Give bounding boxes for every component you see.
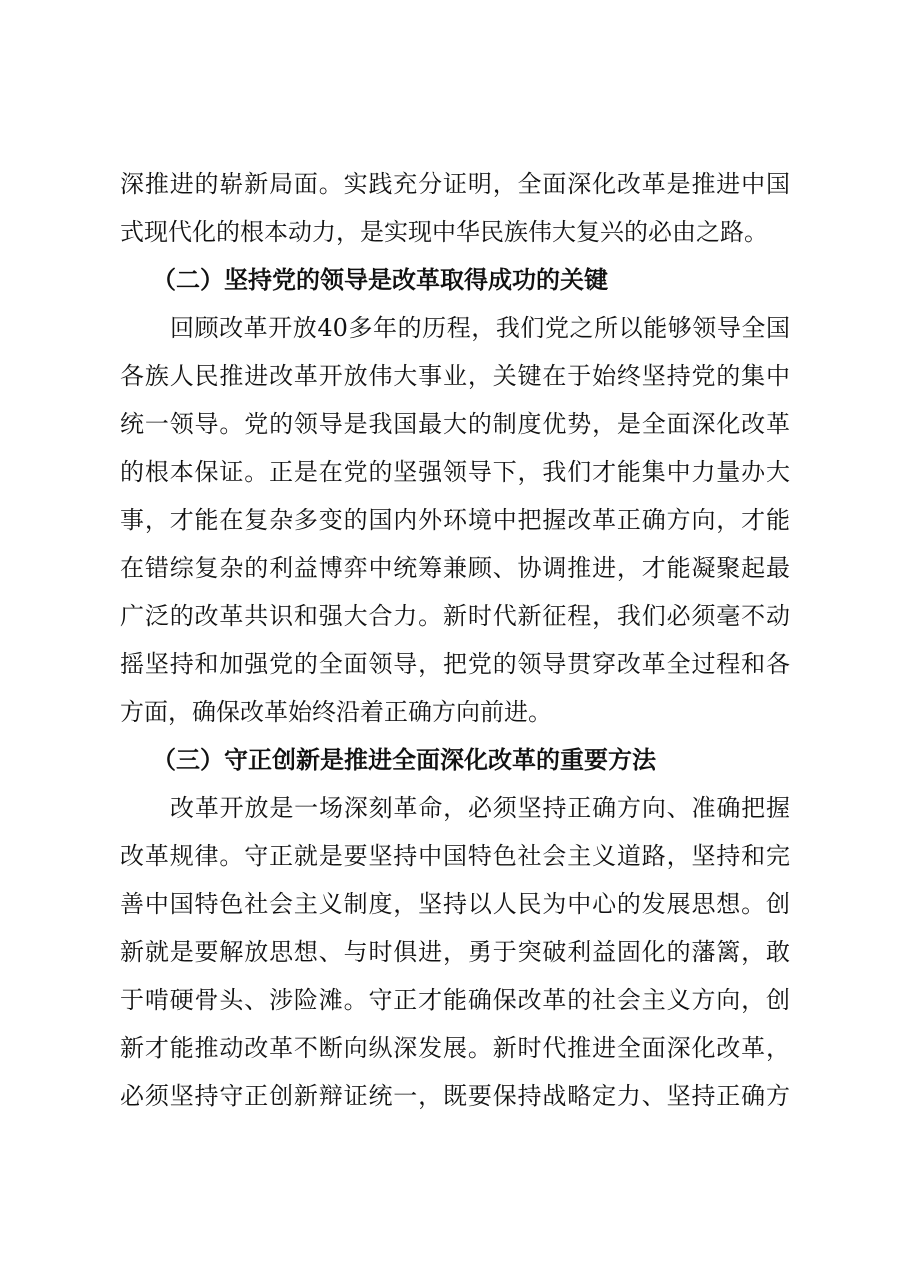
text-line: 统一领导。党的领导是我国最大的制度优势，是全面深化改革 bbox=[120, 410, 790, 438]
document-body bbox=[120, 160, 790, 1120]
section-heading: （三）守正创新是推进全面深化改革的重要方法 bbox=[152, 745, 656, 774]
text-line: 善中国特色社会主义制度，坚持以人民为中心的发展思想。创 bbox=[120, 890, 790, 918]
text-line: 在错综复杂的利益博弈中统筹兼顾、协调推进，才能凝聚起最 bbox=[120, 554, 790, 582]
text-line: 必须坚持守正创新辩证统一，既要保持战略定力、坚持正确方 bbox=[120, 1082, 790, 1110]
text-line: 回顾改革开放40多年的历程，我们党之所以能够领导全国 bbox=[170, 314, 790, 342]
text-line: 新就是要解放思想、与时俱进，勇于突破利益固化的藩篱，敢 bbox=[120, 938, 790, 966]
text-line: 广泛的改革共识和强大合力。新时代新征程，我们必须毫不动 bbox=[120, 602, 790, 630]
text-line: 于啃硬骨头、涉险滩。守正才能确保改革的社会主义方向，创 bbox=[120, 986, 790, 1014]
text-line: 的根本保证。正是在党的坚强领导下，我们才能集中力量办大 bbox=[120, 458, 790, 486]
text-line: 深推进的崭新局面。实践充分证明，全面深化改革是推进中国 bbox=[120, 170, 790, 198]
text-line: 各族人民推进改革开放伟大事业，关键在于始终坚持党的集中 bbox=[120, 362, 790, 390]
section-heading: （二）坚持党的领导是改革取得成功的关键 bbox=[152, 265, 608, 294]
text-line: 摇坚持和加强党的全面领导，把党的领导贯穿改革全过程和各 bbox=[120, 650, 790, 678]
text-line: 新才能推动改革不断向纵深发展。新时代推进全面深化改革， bbox=[120, 1034, 790, 1062]
text-line: 方面，确保改革始终沿着正确方向前进。 bbox=[120, 698, 552, 726]
text-line: 式现代化的根本动力，是实现中华民族伟大复兴的必由之路。 bbox=[120, 218, 768, 246]
text-line: 改革开放是一场深刻革命，必须坚持正确方向、准确把握 bbox=[170, 794, 790, 822]
text-line: 改革规律。守正就是要坚持中国特色社会主义道路，坚持和完 bbox=[120, 842, 790, 870]
text-line: 事，才能在复杂多变的国内外环境中把握改革正确方向，才能 bbox=[120, 506, 790, 534]
